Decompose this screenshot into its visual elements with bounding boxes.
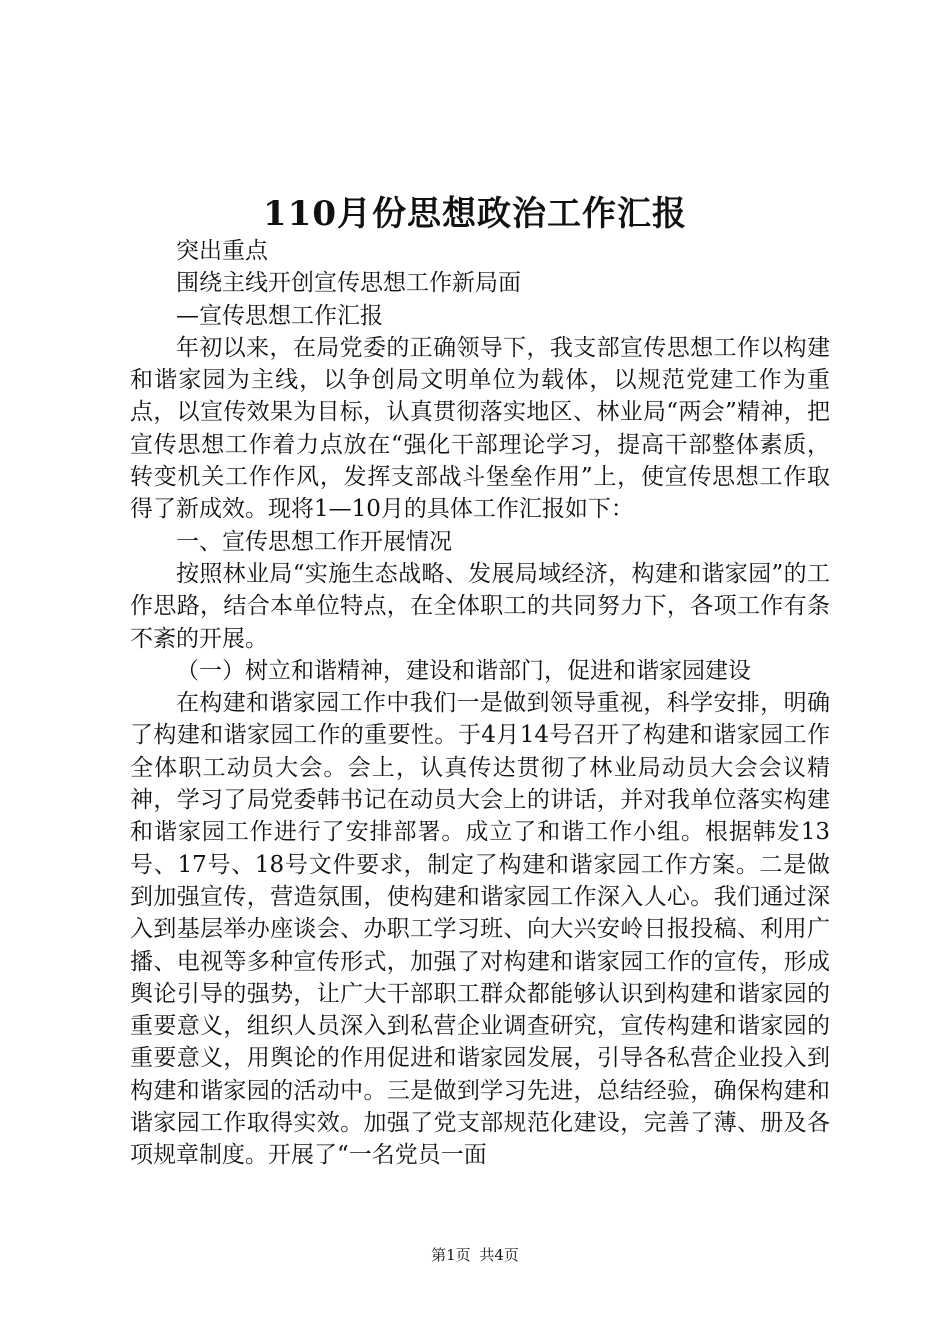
paragraph-subtitle-2: 围绕主线开创宣传思想工作新局面	[176, 270, 521, 297]
paragraph-section-1: 按照林业局“实施生态战略、发展局域经济，构建和谐家园”的工作思路，结合本单位特点，在全体职工的共同努力下，各项工作有条不紊的开展。	[130, 560, 830, 652]
paragraph-subtitle-3: —宣传思想工作汇报	[176, 302, 383, 329]
page-total: 共4页	[479, 1246, 519, 1264]
section-heading-1: 一、宣传思想工作开展情况	[176, 528, 452, 555]
page-number: 第1页	[431, 1246, 471, 1264]
document-body	[130, 235, 830, 1172]
paragraph-subtitle-1: 突出重点	[176, 238, 268, 264]
subsection-heading-1: （一）树立和谐精神，建设和谐部门，促进和谐家园建设	[176, 657, 751, 684]
document-title: 110月份思想政治工作汇报	[263, 194, 687, 234]
page-footer	[0, 1244, 950, 1265]
paragraph-intro: 年初以来，在局党委的正确领导下，我支部宣传思想工作以构建和谐家园为主线，以争创局文明单位为载体，以规范党建工作为重点，以宣传效果为目标，认真贯彻落实地区、林业局“两会”精神，把宣传思想工作着力点放在“强化干部理论学习，提高干部整体素质，转变机关工作作风，发挥支部战斗堡垒作用”上，使宣传思想工作取得了新成效。现将1—10月的具体工作汇报如下：	[130, 334, 830, 523]
paragraph-subsection-1: 在构建和谐家园工作中我们一是做到领导重视，科学安排，明确了构建和谐家园工作的重要性。于4月14号召开了构建和谐家园工作全体职工动员大会。会上，认真传达贯彻了林业局动员大会会议精神，学习了局党委韩书记在动员大会上的讲话，并对我单位落实构建和谐家园工作进行了安排部署。成立了和谐工作小组。根据韩发13号、17号、18号文件要求，制定了构建和谐家园工作方案。二是做到加强宣传，营造氛围，使构建和谐家园工作深入人心。我们通过深入到基层举办座谈会、办职工学习班、向大兴安岭日报投稿、利用广播、电视等多种宣传形式，加强了对构建和谐家园工作的宣传，形成舆论引导的强势，让广大干部职工群众都能够认识到构建和谐家园的重要意义，组织人员深入到私营企业调查研究，宣传构建和谐家园的重要意义，用舆论的作用促进和谐家园发展，引导各私营企业投入到构建和谐家园的活动中。三是做到学习先进，总结经验，确保构建和谐家园工作取得实效。加强了党支部规范化建设，完善了薄、册及各项规章制度。开展了“一名党员一面	[130, 690, 830, 1169]
